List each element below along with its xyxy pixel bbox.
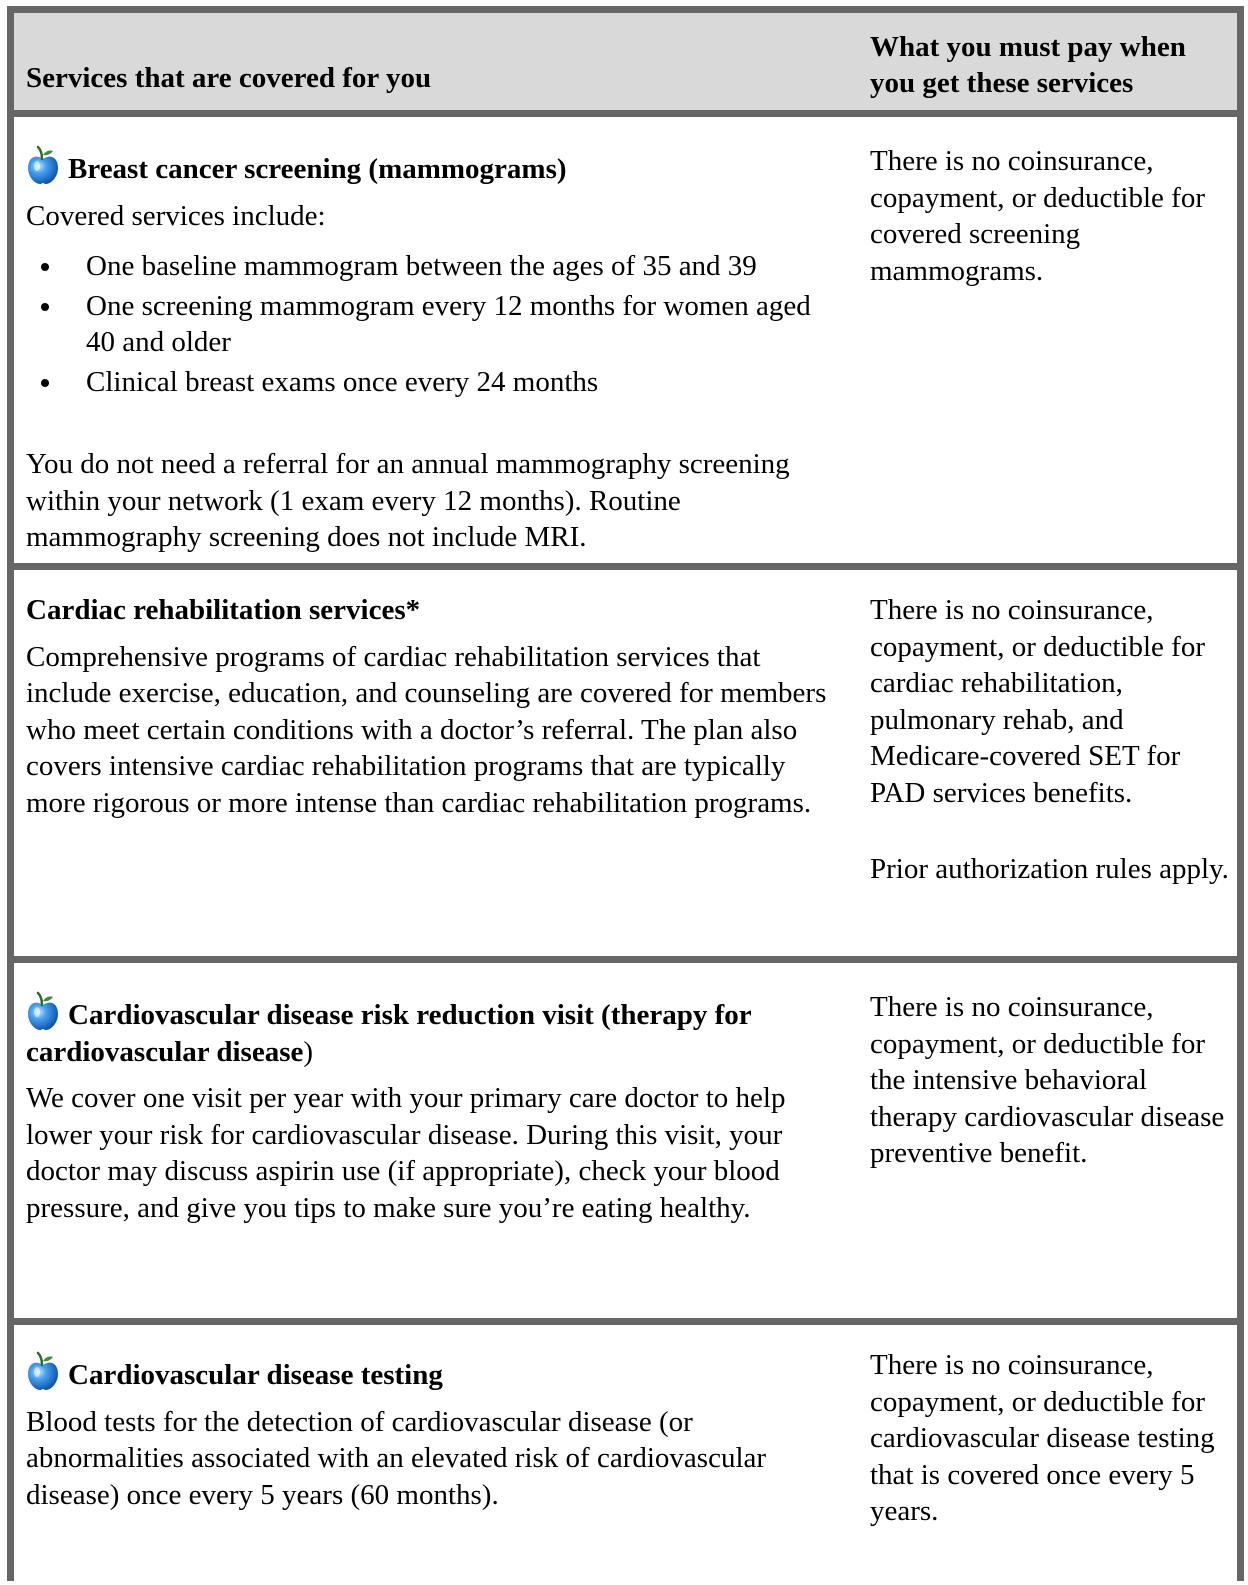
payment-text: There is no coinsurance, copayment, or deductible for cardiac rehabilitation, pulmonary rehab, and Medicare-covered SET for PAD services benefits. xyxy=(870,594,1205,809)
header-payment: What you must pay when you get these services xyxy=(870,31,1186,99)
list-item: One baseline mammogram between the ages of 35 and 39 xyxy=(26,248,841,285)
apple-icon xyxy=(26,145,60,185)
services-cell xyxy=(26,991,841,1226)
payment-cell: There is no coinsurance, copayment, or deductible for the intensive behavioral therapy cardiovascular disease preventive benefit. xyxy=(870,991,1225,1169)
payment-cell xyxy=(870,592,1230,888)
table-header xyxy=(14,13,1237,117)
services-cell xyxy=(26,1351,841,1513)
list-item: One screening mammogram every 12 months for women aged 40 and older xyxy=(26,288,841,361)
payment-cell: There is no coinsurance, copayment, or deductible for covered screening mammograms. xyxy=(870,145,1205,287)
benefits-table xyxy=(7,6,1244,1581)
service-description: Blood tests for the detection of cardiovascular disease (or abnormalities associated with an elevated risk of cardiovascular disease) once every 5 years (60 months). xyxy=(26,1405,767,1511)
service-title-text: Breast cancer screening (mammograms) xyxy=(68,153,567,185)
service-intro: Covered services include: xyxy=(26,199,326,232)
service-title-text: Cardiovascular disease risk reduction visit (therapy for cardiovascular disease xyxy=(26,999,752,1068)
services-cell xyxy=(26,592,841,821)
header-services: Services that are covered for you xyxy=(26,62,432,94)
apple-icon xyxy=(26,991,60,1031)
bullet-icon xyxy=(41,303,49,311)
row-cardiovascular-testing xyxy=(14,1325,1237,1585)
service-title xyxy=(26,145,841,188)
row-cardiovascular-risk-reduction xyxy=(14,963,1237,1325)
services-cell xyxy=(26,145,841,556)
service-title: Cardiovascular disease risk reduction visit (therapy for cardiovascular disease) xyxy=(26,991,841,1070)
service-title-text: Cardiovascular disease testing xyxy=(68,1359,443,1391)
apple-icon xyxy=(26,1351,60,1391)
coverage-list xyxy=(26,248,841,400)
service-note: You do not need a referral for an annual mammography screening within your network (1 exam every 12 months). Routine mammography screening does not include MRI. xyxy=(26,448,790,553)
service-title xyxy=(26,1351,841,1394)
row-breast-cancer-screening xyxy=(14,117,1237,570)
bullet-icon xyxy=(41,263,49,271)
bullet-icon xyxy=(41,379,49,387)
service-description: Comprehensive programs of cardiac rehabilitation services that include exercise, education, and counseling are covered for members who meet certain conditions with a doctor’s referral. The plan also covers intensive cardiac rehabilitation programs that are typically more rigorous or more intense than cardiac rehabilitation programs. xyxy=(26,640,827,819)
payment-cell: There is no coinsurance, copayment, or deductible for cardiovascular disease testing that is covered once every 5 years. xyxy=(870,1349,1215,1527)
row-cardiac-rehabilitation xyxy=(14,570,1237,963)
list-item: Clinical breast exams once every 24 months xyxy=(26,364,841,401)
service-description: We cover one visit per year with your primary care doctor to help lower your risk for cardiovascular disease. During this visit, your doctor may discuss aspirin use (if appropriate), check your blood pressure, and give you tips to make sure you’re eating healthy. xyxy=(26,1082,786,1224)
payment-note: Prior authorization rules apply. xyxy=(870,853,1229,885)
service-title: Cardiac rehabilitation services* xyxy=(26,594,421,626)
